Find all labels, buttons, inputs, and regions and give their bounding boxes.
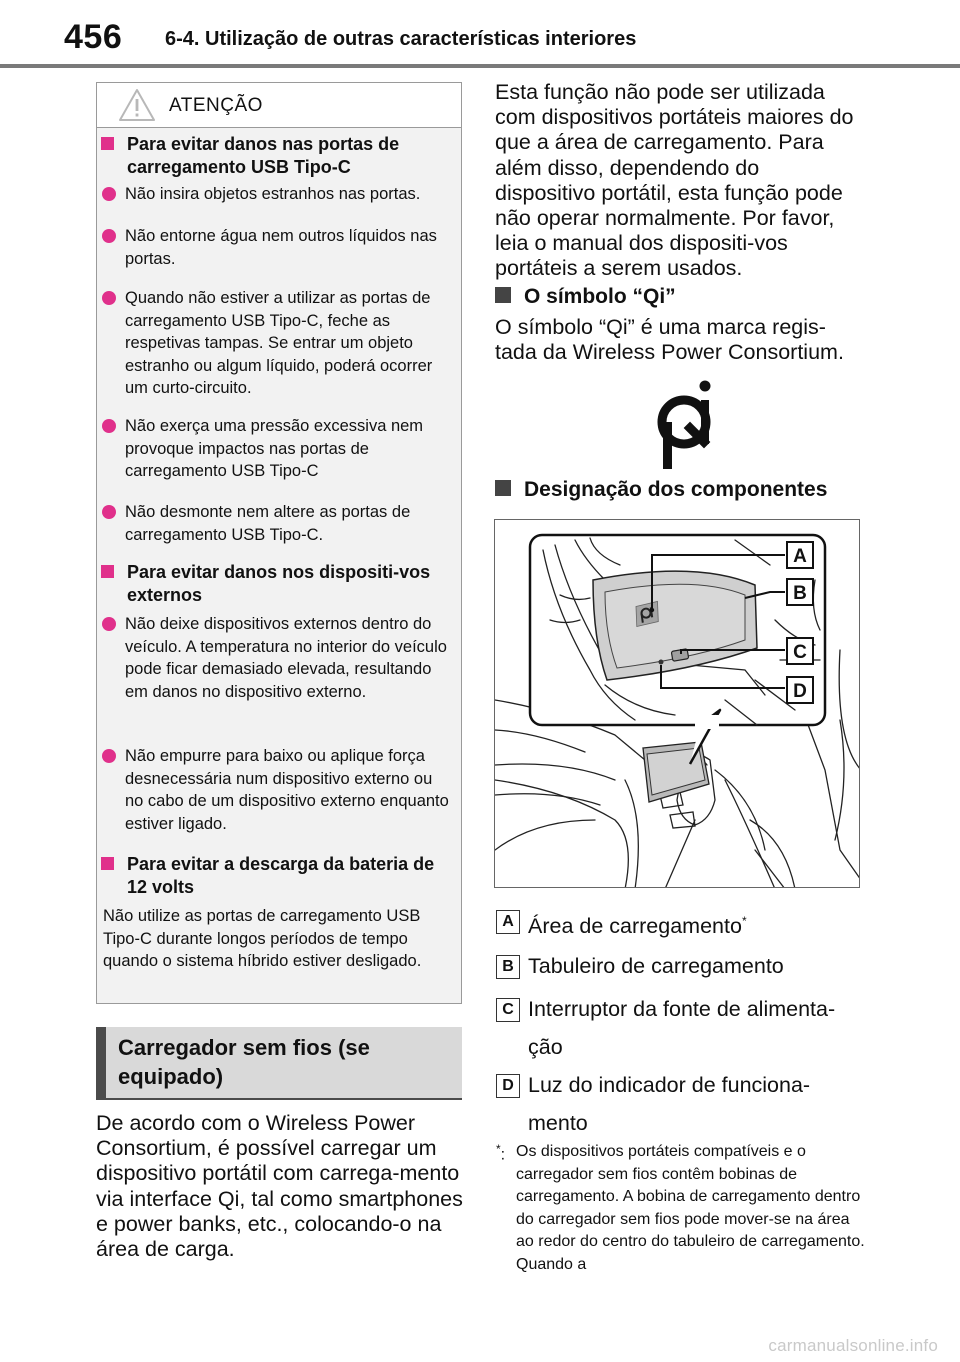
warning-title: ATENÇÃO <box>169 95 263 116</box>
section-heading: Carregador sem fios (se equipado) <box>118 1035 370 1089</box>
legend-letter: D <box>496 1074 520 1098</box>
square-bullet-icon <box>101 565 114 578</box>
square-bullet-icon <box>101 137 114 150</box>
list-item: Não exerça uma pressão excessiva nem provoque impactos nas portas de carregamento USB Tipo-C <box>102 415 450 483</box>
warning-box <box>96 82 462 1004</box>
legend-item-c: C Interruptor da fonte de alimenta-ção <box>496 998 876 1066</box>
list-item: Não deixe dispositivos externos dentro do veículo. A temperatura no interior do veículo pode ficar demasiado elevada, resultando em danos no dispositivo externo. <box>102 613 450 703</box>
callout-d <box>787 677 813 703</box>
warning-heading-devices: Para evitar danos nos dispositi-vos externos <box>101 561 451 607</box>
list-item: Não empurre para baixo ou aplique força desnecessária num dispositivo externo ou no cabo de um dispositivo externo enquanto estiver ligado. <box>102 745 450 835</box>
bullet-dot-icon <box>102 617 116 631</box>
legend-letter: B <box>496 955 520 979</box>
callout-b <box>787 579 813 605</box>
callout-c <box>787 638 813 664</box>
wireless-charger-illustration <box>494 519 860 888</box>
header-rule <box>0 64 960 68</box>
limitations-paragraph: Esta função não pode ser utilizada com dispositivos portáteis maiores do que a área de carregamento. Para além disso, dependendo do dispositivo portátil, esta função pode não operar normalmente. Por favor, leia o manual dos dispositi-vos portáteis a serem usados. <box>495 80 854 281</box>
list-item: Não entorne água nem outros líquidos nas portas. <box>102 225 450 270</box>
page-number: 456 <box>64 18 123 56</box>
section-title: 6-4. Utilização de outras características interiores <box>165 28 637 50</box>
qi-logo-icon <box>640 380 730 472</box>
list-item: Não desmonte nem altere as portas de carregamento USB Tipo-C. <box>102 501 450 546</box>
intro-paragraph: De acordo com o Wireless Power Consortium, é possível carregar um dispositivo portátil com carrega-mento via interface Qi, tal como smartphones e power banks, etc., colocando-o na área de carga. <box>96 1111 463 1262</box>
callout-a <box>787 542 813 568</box>
section-heading-box <box>96 1027 462 1100</box>
legend-letter: A <box>496 910 520 934</box>
square-bullet-icon <box>495 480 511 496</box>
bullet-dot-icon <box>102 187 116 201</box>
list-item: Quando não estiver a utilizar as portas de carregamento USB Tipo-C, feche as respetivas tampas. Se entrar um objeto estranho ou algum líquido, poderá ocorrer um curto-circuito. <box>102 287 450 400</box>
square-bullet-icon <box>101 857 114 870</box>
qi-symbol-paragraph: O símbolo “Qi” é uma marca regis-tada da Wireless Power Consortium. <box>495 315 844 365</box>
warning-header <box>97 83 461 128</box>
bullet-dot-icon <box>102 749 116 763</box>
legend-letter: C <box>496 998 520 1022</box>
svg-text:B: B <box>793 583 807 604</box>
bullet-dot-icon <box>102 505 116 519</box>
legend-item-d: D Luz do indicador de funciona-mento <box>496 1074 876 1142</box>
watermark: carmanualsonline.info <box>768 1336 938 1355</box>
qi-symbol-heading: O símbolo “Qi” <box>495 285 676 309</box>
components-heading: Designação dos componentes <box>495 478 827 502</box>
bullet-dot-icon <box>102 291 116 305</box>
footnote: *: Os dispositivos portáteis compatíveis e o carregador sem fios contêm bobinas de carregamento. A bobina de carregamento dentro do carregador sem fios pode mover-se na área ao redor do centro do tabuleiro de carregamento. Quando a <box>496 1142 865 1273</box>
bullet-dot-icon <box>102 419 116 433</box>
square-bullet-icon <box>495 287 511 303</box>
warning-triangle-icon <box>117 87 157 123</box>
bullet-dot-icon <box>102 229 116 243</box>
legend-item-a: A Área de carregamento* <box>496 910 876 945</box>
svg-text:D: D <box>793 681 807 702</box>
legend-item-b: B Tabuleiro de carregamento <box>496 955 876 985</box>
warning-paragraph: Não utilize as portas de carregamento USB Tipo-C durante longos períodos de tempo quando o sistema híbrido estiver desligado. <box>103 907 422 970</box>
svg-text:A: A <box>793 546 807 567</box>
wireless-charger-drawing <box>495 520 860 888</box>
svg-text:C: C <box>793 642 807 663</box>
warning-heading-battery: Para evitar a descarga da bateria de 12 volts <box>101 853 451 899</box>
warning-heading-usb: Para evitar danos nas portas de carregamento USB Tipo-C <box>101 133 451 179</box>
list-item: Não insira objetos estranhos nas portas. <box>102 183 450 206</box>
